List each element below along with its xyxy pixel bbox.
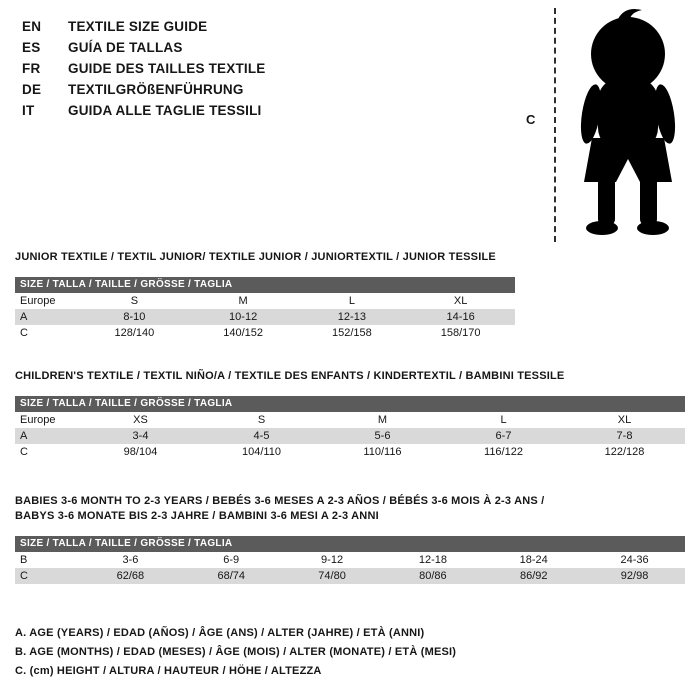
measure-legend [15, 624, 685, 681]
top-section [0, 0, 700, 248]
language-code: FR [22, 61, 41, 76]
junior-table-body [15, 293, 685, 341]
size-cell: 4-5 [253, 430, 270, 442]
row-label: C [20, 570, 28, 582]
size-cell: L [500, 414, 507, 426]
table-row [15, 428, 685, 444]
size-cell: 3-4 [132, 430, 149, 442]
legend-height-cm: C. (cm) HEIGHT / ALTURA / HAUTEUR / HÖHE / ALTEZZA [15, 665, 322, 677]
size-cell: 152/158 [331, 327, 372, 339]
row-label: Europe [20, 414, 56, 426]
size-cell: 18-24 [519, 554, 548, 566]
table-row [15, 325, 515, 341]
row-label: C [20, 327, 28, 339]
babies-table-title-line-2: BABYS 3-6 MONATE BIS 2-3 JAHRE / BAMBINI 3-6 MESI A 2-3 ANNI [15, 510, 379, 522]
size-cell: 9-12 [321, 554, 344, 566]
language-row [22, 79, 266, 100]
size-cell: 116/122 [484, 446, 523, 458]
babies-table-body [15, 552, 685, 584]
junior-size-table [15, 250, 685, 341]
size-cell: 92/98 [620, 570, 649, 582]
size-cell: 62/68 [116, 570, 145, 582]
size-cell: 5-6 [374, 430, 391, 442]
language-code: EN [22, 19, 42, 34]
size-cell: 7-8 [616, 430, 633, 442]
tables-section [0, 250, 700, 681]
size-cell: S [130, 295, 139, 307]
size-cell: 24-36 [620, 554, 649, 566]
size-cell: 86/92 [519, 570, 548, 582]
table-row [15, 444, 685, 460]
children-table-title: CHILDREN'S TEXTILE / TEXTIL NIÑO/A / TEXTILE DES ENFANTS / KINDERTEXTIL / BAMBINI TESSILE [15, 370, 565, 382]
size-cell: 10-12 [229, 311, 258, 323]
size-cell: 68/74 [217, 570, 245, 582]
height-measure-label: C [526, 112, 536, 127]
language-row [22, 37, 266, 58]
babies-table-title [15, 494, 685, 524]
size-cell: XL [453, 295, 468, 307]
size-header-bar: SIZE / TALLA / TAILLE / GRÖSSE / TAGLIA [15, 396, 685, 412]
size-cell: XS [133, 414, 148, 426]
size-cell: 98/104 [123, 446, 158, 458]
size-cell: 140/152 [223, 327, 263, 339]
language-row [22, 16, 266, 37]
language-code: ES [22, 40, 41, 55]
children-table-body [15, 412, 685, 460]
language-title: TEXTILGRÖßENFÜHRUNG [68, 82, 244, 97]
row-label: A [20, 311, 28, 323]
size-cell: 14-16 [446, 311, 475, 323]
language-row [22, 58, 266, 79]
size-cell: 128/140 [114, 327, 155, 339]
language-code: IT [22, 103, 35, 118]
height-measure-dashed-line [554, 8, 556, 242]
size-cell: XL [617, 414, 632, 426]
size-cell: 104/110 [242, 446, 281, 458]
babies-size-table [15, 494, 685, 584]
row-label: Europe [20, 295, 56, 307]
size-cell: 12-18 [418, 554, 447, 566]
row-label: A [20, 430, 28, 442]
size-cell: 8-10 [123, 311, 146, 323]
language-title: GUÍA DE TALLAS [68, 40, 183, 55]
legend-age-months: B. AGE (MONTHS) / EDAD (MESES) / ÂGE (MOIS) / ALTER (MONATE) / ETÀ (MESI) [15, 646, 457, 658]
language-title: TEXTILE SIZE GUIDE [68, 19, 208, 34]
size-cell: L [348, 295, 355, 307]
table-row [15, 552, 685, 568]
size-cell: 74/80 [318, 570, 346, 582]
size-cell: 6-7 [495, 430, 512, 442]
legend-age-years: A. AGE (YEARS) / EDAD (AÑOS) / ÂGE (ANS) / ALTER (JAHRE) / ETÀ (ANNI) [15, 627, 425, 639]
children-size-table [15, 369, 685, 460]
junior-table-title: JUNIOR TEXTILE / TEXTIL JUNIOR/ TEXTILE JUNIOR / JUNIORTEXTIL / JUNIOR TESSILE [15, 251, 496, 263]
size-header-bar: SIZE / TALLA / TAILLE / GRÖSSE / TAGLIA [15, 536, 685, 552]
language-list [22, 16, 266, 121]
size-cell: 3-6 [122, 554, 139, 566]
size-cell: 6-9 [223, 554, 240, 566]
table-row [15, 412, 685, 428]
size-cell: M [238, 295, 248, 307]
table-row [15, 309, 515, 325]
size-cell: 122/128 [604, 446, 645, 458]
size-cell: 158/170 [440, 327, 481, 339]
size-header-bar: SIZE / TALLA / TAILLE / GRÖSSE / TAGLIA [15, 277, 515, 293]
size-cell: M [377, 414, 388, 426]
language-title: GUIDA ALLE TAGLIE TESSILI [68, 103, 262, 118]
figure-area [520, 0, 700, 248]
size-cell: 80/86 [419, 570, 447, 582]
size-cell: S [257, 414, 266, 426]
row-label: C [20, 446, 28, 458]
table-row [15, 293, 515, 309]
size-cell: 110/116 [363, 446, 402, 458]
row-label: B [20, 554, 28, 566]
language-title: GUIDE DES TAILLES TEXTILE [68, 61, 266, 76]
language-row [22, 100, 266, 121]
table-row [15, 568, 685, 584]
toddler-silhouette-icon [566, 6, 696, 238]
language-code: DE [22, 82, 42, 97]
size-cell: 12-13 [337, 311, 366, 323]
babies-table-title-line-1: BABIES 3-6 MONTH TO 2-3 YEARS / BEBÉS 3-6 MESES A 2-3 AÑOS / BÉBÉS 3-6 MOIS À 2-3 ANS / [15, 495, 545, 507]
